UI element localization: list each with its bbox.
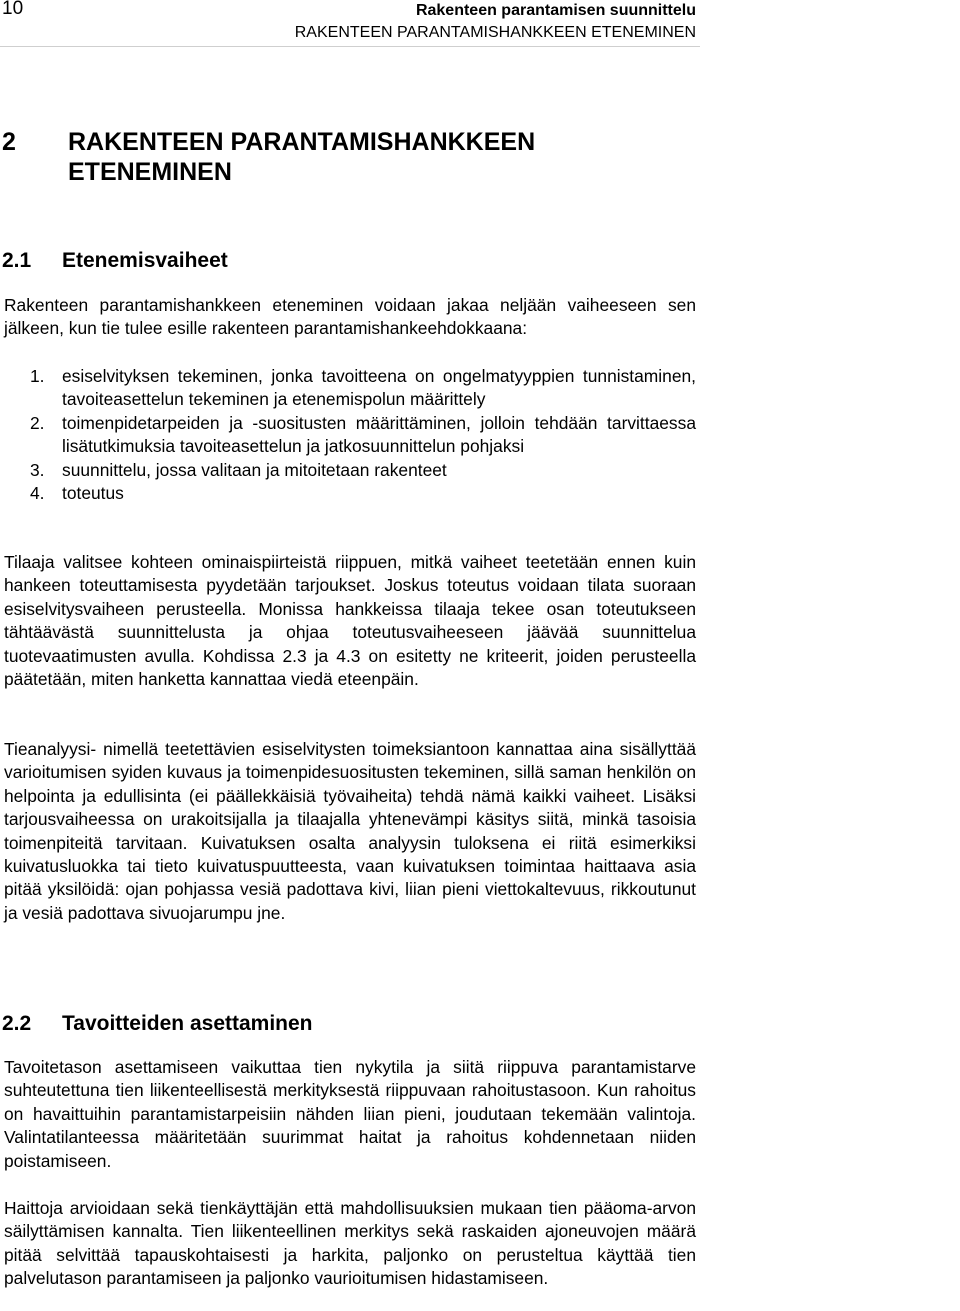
- body-paragraph: Haittoja arvioidaan sekä tienkäyttäjän että mahdollisuuksien mukaan tien pääoma-arvon säilyttämisen kannalta. Tien liikenteellinen merkitys sekä raskaiden ajoneuvojen määrä pitää selvittää tapauskohtaisesti ja harkita, paljonko on perusteltua käyttää tien palvelutason parantamiseen ja paljonko vaurioitumisen hidastamiseen.: [4, 1198, 696, 1289]
- list-item-number: 3.: [30, 459, 45, 480]
- header-divider: [0, 46, 700, 47]
- section-heading-2-2: [2, 1012, 313, 1036]
- section-title: Etenemisvaiheet: [62, 249, 228, 272]
- body-paragraph: Tieanalyysi- nimellä teetettävien esiselvitysten toimeksiantoon kannattaa aina sisällyttää varioitumisen syiden kuvaus ja toimenpidesuositusten tekeminen, sillä saman henkilön on helpointa ja edullisinta (ei päällekkäisiä työvaiheita) tehdä nämä kaikki vaiheet. Lisäksi tarjousvaiheessa on urakoitsijalla ja tilaajalla yhtenevämpi käsitys siitä, minkä tasoisia toimenpiteitä tarvitaan. Kuivatuksen osalta analyysin tuloksena ei riitä esimerkiksi kuivatusluokka tai tieto kuivatuspuutteesta, vaan kuivatuksen toimintaa haittaava asia pitää yksilöidä: ojan pohjassa vesiä padottava kivi, liian pieni viettokaltevuus, rikkoutunut ja vesiä padottava sivuojarumpu jne.: [4, 739, 696, 923]
- list-item-text: esiselvityksen tekeminen, jonka tavoitteena on ongelmatyyppien tunnistaminen, tavoiteasettelun tekeminen ja etenemispolun määrittely: [62, 366, 696, 410]
- list-item-number: 1.: [30, 366, 45, 386]
- list-item-text: toimenpidetarpeiden ja -suositusten määrittäminen, jolloin tehdään tarvittaessa lisätutkimuksia tavoiteasettelun ja jatkosuunnittelun pohjaksi: [62, 412, 696, 457]
- chapter-number: 2: [2, 128, 16, 156]
- list-item-number: 2.: [30, 412, 45, 433]
- section-number: 2.2: [2, 1012, 32, 1035]
- chapter-title-line2: ETENEMINEN: [68, 158, 232, 186]
- intro-paragraph: Rakenteen parantamishankkeen eteneminen voidaan jakaa neljään vaiheeseen sen jälkeen, kun tie tulee esille rakenteen parantamishankeehdokkaana:: [4, 295, 696, 339]
- running-title: Rakenteen parantamisen suunnittelu: [415, 2, 696, 19]
- body-paragraph: Tilaaja valitsee kohteen ominaispiirteistä riippuen, mitkä vaiheet teetetään ennen kuin hankeen toteuttamisesta pyydetään tarjoukset. Joskus toteutus voidaan tilata suoraan esiselvitysvaiheen perusteella. Monissa hankkeissa tilaaja tekee osan toteutukseen tähtäävästä suunnittelusta ja ohjaa toteutusvaiheeseen jäävää suunnittelua tuotevaatimusten avulla. Kohdissa 2.3 ja 4.3 on esitetty ne kriteerit, joiden perusteella päätetään, miten hanketta kannattaa viedä eteenpäin.: [4, 552, 696, 690]
- list-item-number: 4.: [30, 483, 45, 504]
- list-item: [30, 459, 696, 482]
- section-heading-2-1: [2, 249, 228, 273]
- body-paragraph: Tavoitetason asettamiseen vaikuttaa tien nykytila ja siitä riippuva parantamistarve suhteutettuna tien liikenteellisestä merkityksestä riippuvaan rahoitustasoon. Kun rahoitus on havaittuihin parantamistarpeisiin nähden liian pieni, joudutaan tekemään valintoja. Valintatilanteessa määritetään suurimmat haitat ja rahoitus kohdennetaan niiden poistamiseen.: [4, 1057, 696, 1171]
- section-title: Tavoitteiden asettaminen: [62, 1012, 313, 1035]
- list-item: [30, 365, 696, 412]
- running-subtitle: RAKENTEEN PARANTAMISHANKKEEN ETENEMINEN: [294, 24, 696, 41]
- page-number: 10: [2, 0, 24, 19]
- phase-list: [30, 365, 696, 505]
- chapter-heading: [2, 127, 535, 187]
- running-header: [295, 0, 696, 44]
- chapter-title: [68, 127, 535, 187]
- section-number: 2.1: [2, 249, 32, 272]
- list-item: [30, 412, 696, 459]
- list-item: [30, 482, 696, 505]
- list-item-text: toteutus: [62, 483, 124, 504]
- list-item-text: suunnittelu, jossa valitaan ja mitoitetaan rakenteet: [62, 459, 447, 480]
- chapter-title-line1: RAKENTEEN PARANTAMISHANKKEEN: [68, 128, 536, 156]
